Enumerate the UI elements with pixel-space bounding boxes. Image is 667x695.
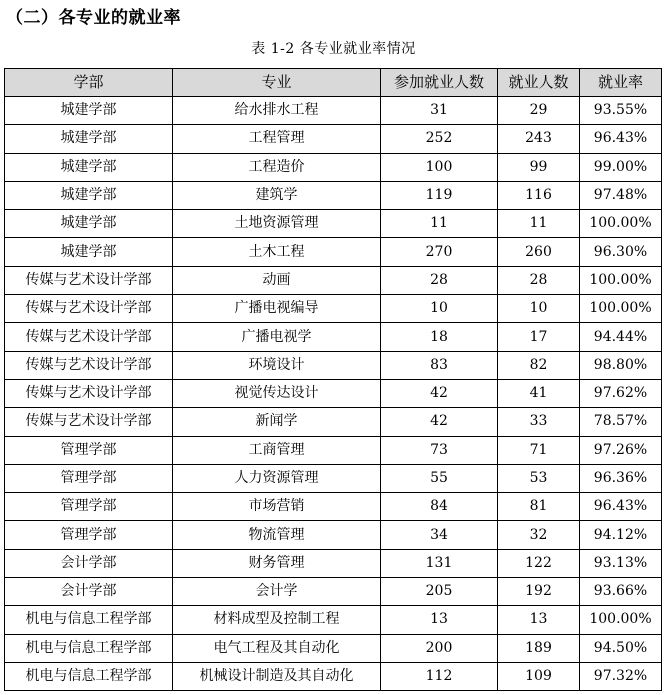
cell-rate: 94.12%: [580, 521, 662, 549]
cell-major: 土地资源管理: [173, 210, 381, 238]
cell-employed: 28: [498, 266, 580, 294]
cell-major: 会计学: [173, 578, 381, 606]
header-rate: 就业率: [580, 69, 662, 97]
employment-rate-table: [4, 68, 662, 691]
cell-participants: 270: [381, 238, 498, 266]
cell-participants: 252: [381, 125, 498, 153]
table-row: [5, 153, 662, 181]
cell-rate: 100.00%: [580, 295, 662, 323]
cell-division: 管理学部: [5, 464, 173, 492]
cell-division: 会计学部: [5, 578, 173, 606]
table-row: [5, 266, 662, 294]
cell-division: 机电与信息工程学部: [5, 634, 173, 662]
cell-participants: 100: [381, 153, 498, 181]
cell-division: 传媒与艺术设计学部: [5, 351, 173, 379]
cell-major: 新闻学: [173, 408, 381, 436]
table-row: [5, 408, 662, 436]
cell-participants: 112: [381, 662, 498, 690]
cell-rate: 93.13%: [580, 549, 662, 577]
cell-employed: 17: [498, 323, 580, 351]
cell-major: 建筑学: [173, 181, 381, 209]
cell-employed: 192: [498, 578, 580, 606]
cell-major: 工程管理: [173, 125, 381, 153]
cell-division: 传媒与艺术设计学部: [5, 266, 173, 294]
cell-major: 工商管理: [173, 436, 381, 464]
cell-major: 财务管理: [173, 549, 381, 577]
cell-division: 机电与信息工程学部: [5, 606, 173, 634]
cell-participants: 10: [381, 295, 498, 323]
cell-participants: 84: [381, 493, 498, 521]
table-row: [5, 210, 662, 238]
cell-major: 广播电视编导: [173, 295, 381, 323]
cell-rate: 96.43%: [580, 125, 662, 153]
cell-participants: 34: [381, 521, 498, 549]
cell-employed: 82: [498, 351, 580, 379]
table-row: [5, 379, 662, 407]
cell-participants: 31: [381, 97, 498, 125]
cell-major: 动画: [173, 266, 381, 294]
cell-division: 管理学部: [5, 521, 173, 549]
cell-major: 机械设计制造及其自动化: [173, 662, 381, 690]
cell-major: 土木工程: [173, 238, 381, 266]
cell-rate: 96.43%: [580, 493, 662, 521]
cell-major: 环境设计: [173, 351, 381, 379]
cell-division: 机电与信息工程学部: [5, 662, 173, 690]
cell-employed: 71: [498, 436, 580, 464]
cell-division: 会计学部: [5, 549, 173, 577]
cell-employed: 41: [498, 379, 580, 407]
cell-employed: 109: [498, 662, 580, 690]
table-body: [5, 97, 662, 691]
cell-participants: 205: [381, 578, 498, 606]
cell-major: 电气工程及其自动化: [173, 634, 381, 662]
cell-rate: 96.30%: [580, 238, 662, 266]
table-row: [5, 521, 662, 549]
cell-employed: 29: [498, 97, 580, 125]
cell-employed: 243: [498, 125, 580, 153]
cell-rate: 98.80%: [580, 351, 662, 379]
cell-major: 广播电视学: [173, 323, 381, 351]
table-row: [5, 606, 662, 634]
cell-division: 城建学部: [5, 125, 173, 153]
cell-division: 城建学部: [5, 153, 173, 181]
table-row: [5, 464, 662, 492]
table-row: [5, 436, 662, 464]
cell-participants: 131: [381, 549, 498, 577]
cell-rate: 97.32%: [580, 662, 662, 690]
cell-division: 管理学部: [5, 493, 173, 521]
cell-participants: 28: [381, 266, 498, 294]
cell-rate: 100.00%: [580, 266, 662, 294]
cell-division: 城建学部: [5, 181, 173, 209]
cell-participants: 42: [381, 408, 498, 436]
header-division: 学部: [5, 69, 173, 97]
cell-division: 管理学部: [5, 436, 173, 464]
cell-employed: 10: [498, 295, 580, 323]
table-row: [5, 323, 662, 351]
cell-rate: 93.55%: [580, 97, 662, 125]
header-participants: 参加就业人数: [381, 69, 498, 97]
cell-employed: 13: [498, 606, 580, 634]
cell-employed: 81: [498, 493, 580, 521]
header-employed: 就业人数: [498, 69, 580, 97]
cell-rate: 78.57%: [580, 408, 662, 436]
table-row: [5, 578, 662, 606]
cell-participants: 200: [381, 634, 498, 662]
cell-division: 传媒与艺术设计学部: [5, 295, 173, 323]
cell-division: 城建学部: [5, 238, 173, 266]
cell-employed: 189: [498, 634, 580, 662]
cell-employed: 260: [498, 238, 580, 266]
table-row: [5, 125, 662, 153]
cell-division: 传媒与艺术设计学部: [5, 379, 173, 407]
cell-major: 市场营销: [173, 493, 381, 521]
cell-division: 传媒与艺术设计学部: [5, 323, 173, 351]
table-caption: 表 1-2 各专业就业率情况: [251, 41, 416, 57]
cell-rate: 100.00%: [580, 606, 662, 634]
cell-division: 传媒与艺术设计学部: [5, 408, 173, 436]
cell-major: 人力资源管理: [173, 464, 381, 492]
cell-rate: 96.36%: [580, 464, 662, 492]
cell-participants: 13: [381, 606, 498, 634]
cell-major: 材料成型及控制工程: [173, 606, 381, 634]
cell-major: 物流管理: [173, 521, 381, 549]
table-row: [5, 549, 662, 577]
cell-rate: 97.26%: [580, 436, 662, 464]
header-major: 专业: [173, 69, 381, 97]
cell-major: 给水排水工程: [173, 97, 381, 125]
cell-employed: 33: [498, 408, 580, 436]
table-row: [5, 493, 662, 521]
table-row: [5, 351, 662, 379]
cell-employed: 116: [498, 181, 580, 209]
cell-division: 城建学部: [5, 210, 173, 238]
table-header-row: [5, 69, 662, 97]
cell-participants: 55: [381, 464, 498, 492]
cell-major: 视觉传达设计: [173, 379, 381, 407]
cell-employed: 32: [498, 521, 580, 549]
cell-rate: 94.50%: [580, 634, 662, 662]
cell-participants: 18: [381, 323, 498, 351]
table-row: [5, 634, 662, 662]
cell-rate: 93.66%: [580, 578, 662, 606]
cell-rate: 100.00%: [580, 210, 662, 238]
table-row: [5, 238, 662, 266]
cell-major: 工程造价: [173, 153, 381, 181]
table-row: [5, 662, 662, 690]
table-row: [5, 181, 662, 209]
cell-participants: 73: [381, 436, 498, 464]
cell-rate: 97.48%: [580, 181, 662, 209]
cell-division: 城建学部: [5, 97, 173, 125]
table-row: [5, 295, 662, 323]
cell-rate: 99.00%: [580, 153, 662, 181]
section-heading: （二）各专业的就业率: [6, 8, 181, 28]
cell-participants: 83: [381, 351, 498, 379]
cell-employed: 99: [498, 153, 580, 181]
cell-rate: 94.44%: [580, 323, 662, 351]
cell-employed: 53: [498, 464, 580, 492]
cell-employed: 122: [498, 549, 580, 577]
cell-rate: 97.62%: [580, 379, 662, 407]
cell-participants: 119: [381, 181, 498, 209]
table-row: [5, 97, 662, 125]
cell-participants: 42: [381, 379, 498, 407]
cell-participants: 11: [381, 210, 498, 238]
cell-employed: 11: [498, 210, 580, 238]
